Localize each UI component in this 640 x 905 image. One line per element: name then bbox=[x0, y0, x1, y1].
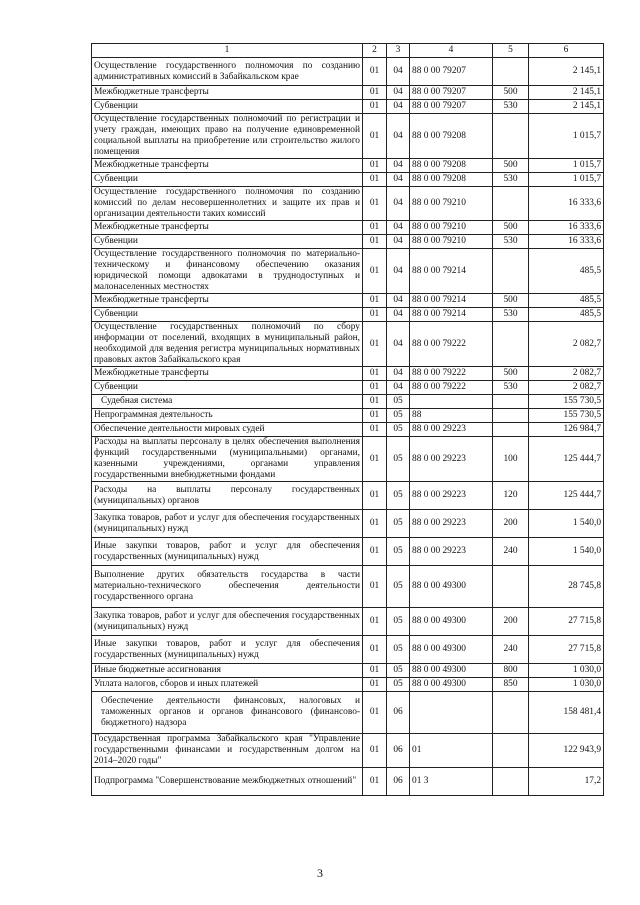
row-amount: 1 540,0 bbox=[529, 510, 604, 538]
row-target-article: 88 0 00 79222 bbox=[410, 322, 493, 367]
table-row bbox=[92, 367, 604, 381]
row-expense-type: 200 bbox=[493, 608, 529, 636]
row-amount: 2 082,7 bbox=[529, 381, 604, 395]
page-number: 3 bbox=[317, 866, 323, 880]
row-section: 01 bbox=[363, 423, 387, 437]
row-subsection: 04 bbox=[387, 381, 410, 395]
table-row bbox=[92, 294, 604, 308]
row-target-article: 88 0 00 29223 bbox=[410, 538, 493, 566]
row-subsection: 04 bbox=[387, 100, 410, 114]
row-expense-type: 120 bbox=[493, 482, 529, 510]
row-name: Межбюджетные трансферты bbox=[92, 294, 363, 308]
row-expense-type: 530 bbox=[493, 235, 529, 249]
row-target-article: 88 0 00 49300 bbox=[410, 636, 493, 664]
row-expense-type bbox=[493, 322, 529, 367]
row-subsection: 05 bbox=[387, 566, 410, 608]
row-target-article bbox=[410, 395, 493, 409]
row-subsection: 05 bbox=[387, 510, 410, 538]
col-header-target-article: 4 bbox=[410, 44, 493, 58]
row-section: 01 bbox=[363, 221, 387, 235]
row-name: Субвенции bbox=[92, 235, 363, 249]
row-amount: 17,2 bbox=[529, 768, 604, 796]
row-section: 01 bbox=[363, 308, 387, 322]
row-name: Осуществление государственного полномочия по материально-техническому и финансовому обеспечению оказания юридической помощи адвокатами в труднодоступных и малонаселенных местностях bbox=[92, 249, 363, 294]
row-subsection: 04 bbox=[387, 173, 410, 187]
row-name: Межбюджетные трансферты bbox=[92, 221, 363, 235]
row-expense-type: 500 bbox=[493, 367, 529, 381]
row-target-article: 88 0 00 29223 bbox=[410, 510, 493, 538]
table-row bbox=[92, 768, 604, 796]
row-name: Межбюджетные трансферты bbox=[92, 367, 363, 381]
row-subsection: 05 bbox=[387, 395, 410, 409]
row-target-article: 88 0 00 79208 bbox=[410, 159, 493, 173]
row-section: 01 bbox=[363, 437, 387, 482]
table-row bbox=[92, 566, 604, 608]
table-row bbox=[92, 608, 604, 636]
table-row bbox=[92, 678, 604, 692]
table-row bbox=[92, 235, 604, 249]
row-amount: 2 145,1 bbox=[529, 100, 604, 114]
row-amount: 122 943,9 bbox=[529, 734, 604, 768]
row-section: 01 bbox=[363, 608, 387, 636]
row-expense-type: 500 bbox=[493, 86, 529, 100]
row-subsection: 04 bbox=[387, 221, 410, 235]
row-target-article: 88 0 00 29223 bbox=[410, 437, 493, 482]
row-target-article: 88 bbox=[410, 409, 493, 423]
table-row bbox=[92, 409, 604, 423]
row-expense-type bbox=[493, 566, 529, 608]
row-section: 01 bbox=[363, 114, 387, 159]
row-amount: 1 015,7 bbox=[529, 173, 604, 187]
table-row bbox=[92, 636, 604, 664]
row-amount: 2 082,7 bbox=[529, 367, 604, 381]
row-section: 01 bbox=[363, 538, 387, 566]
table-row bbox=[92, 322, 604, 367]
table-row bbox=[92, 86, 604, 100]
row-section: 01 bbox=[363, 100, 387, 114]
row-target-article: 88 0 00 79210 bbox=[410, 187, 493, 221]
row-expense-type: 530 bbox=[493, 100, 529, 114]
row-section: 01 bbox=[363, 322, 387, 367]
row-expense-type bbox=[493, 423, 529, 437]
row-name: Иные бюджетные ассигнования bbox=[92, 664, 363, 678]
row-target-article: 88 0 00 49300 bbox=[410, 566, 493, 608]
row-subsection: 05 bbox=[387, 409, 410, 423]
row-subsection: 04 bbox=[387, 86, 410, 100]
table-row bbox=[92, 187, 604, 221]
row-expense-type bbox=[493, 409, 529, 423]
row-section: 01 bbox=[363, 86, 387, 100]
row-section: 01 bbox=[363, 395, 387, 409]
row-name: Закупка товаров, работ и услуг для обеспечения государственных (муниципальных) нужд bbox=[92, 608, 363, 636]
row-expense-type bbox=[493, 114, 529, 159]
row-amount: 1 015,7 bbox=[529, 114, 604, 159]
row-section: 01 bbox=[363, 692, 387, 734]
table-row bbox=[92, 692, 604, 734]
row-target-article: 88 0 00 79214 bbox=[410, 308, 493, 322]
row-section: 01 bbox=[363, 636, 387, 664]
table-row bbox=[92, 664, 604, 678]
row-expense-type: 100 bbox=[493, 437, 529, 482]
row-name: Государственная программа Забайкальского края "Управление государственными финансами и государственным долгом на 2014–2020 годы" bbox=[92, 734, 363, 768]
row-subsection: 05 bbox=[387, 608, 410, 636]
row-expense-type bbox=[493, 249, 529, 294]
table-row bbox=[92, 173, 604, 187]
row-name: Межбюджетные трансферты bbox=[92, 159, 363, 173]
row-expense-type: 800 bbox=[493, 664, 529, 678]
row-name: Осуществление государственного полномочия по созданию комиссий по делам несовершеннолетних и защите их прав и организации деятельности таких комиссий bbox=[92, 187, 363, 221]
table-row bbox=[92, 308, 604, 322]
row-name: Осуществление государственных полномочий по регистрации и учету граждан, имеющих право на получение единовременной социальной выплаты на приобретение или строительство жилого помещения bbox=[92, 114, 363, 159]
row-amount: 485,5 bbox=[529, 294, 604, 308]
row-subsection: 05 bbox=[387, 664, 410, 678]
row-name: Субвенции bbox=[92, 381, 363, 395]
row-amount: 125 444,7 bbox=[529, 437, 604, 482]
row-subsection: 05 bbox=[387, 678, 410, 692]
row-expense-type: 240 bbox=[493, 636, 529, 664]
row-target-article: 88 0 00 49300 bbox=[410, 608, 493, 636]
row-name: Подпрограмма "Совершенствование межбюджетных отношений" bbox=[92, 768, 363, 796]
row-section: 01 bbox=[363, 367, 387, 381]
row-target-article: 88 0 00 79222 bbox=[410, 367, 493, 381]
row-amount: 2 145,1 bbox=[529, 58, 604, 86]
row-section: 01 bbox=[363, 482, 387, 510]
row-target-article: 01 bbox=[410, 734, 493, 768]
row-expense-type: 530 bbox=[493, 308, 529, 322]
row-amount: 158 481,4 bbox=[529, 692, 604, 734]
row-expense-type: 500 bbox=[493, 159, 529, 173]
row-name: Расходы на выплаты персоналу государственных (муниципальных) органов bbox=[92, 482, 363, 510]
row-subsection: 06 bbox=[387, 692, 410, 734]
table-row bbox=[92, 58, 604, 86]
row-name: Непрограммная деятельность bbox=[92, 409, 363, 423]
table-row bbox=[92, 734, 604, 768]
row-name: Обеспечение деятельности финансовых, налоговых и таможенных органов и органов финансового (финансово-бюджетного) надзора bbox=[92, 692, 363, 734]
row-name: Субвенции bbox=[92, 100, 363, 114]
row-name: Осуществление государственных полномочий по сбору информации от поселений, входящих в муниципальный район, необходимой для ведения регистра муниципальных нормативных правовых актов Забайкальского края bbox=[92, 322, 363, 367]
row-name: Субвенции bbox=[92, 173, 363, 187]
col-header-section: 2 bbox=[363, 44, 387, 58]
row-subsection: 05 bbox=[387, 423, 410, 437]
row-name: Закупка товаров, работ и услуг для обеспечения государственных (муниципальных) нужд bbox=[92, 510, 363, 538]
col-header-expense-type: 5 bbox=[493, 44, 529, 58]
row-expense-type: 530 bbox=[493, 381, 529, 395]
row-section: 01 bbox=[363, 58, 387, 86]
row-subsection: 06 bbox=[387, 768, 410, 796]
row-name: Иные закупки товаров, работ и услуг для обеспечения государственных (муниципальных) нужд bbox=[92, 636, 363, 664]
table-row bbox=[92, 221, 604, 235]
table-row bbox=[92, 510, 604, 538]
row-subsection: 05 bbox=[387, 538, 410, 566]
row-amount: 126 984,7 bbox=[529, 423, 604, 437]
row-subsection: 04 bbox=[387, 114, 410, 159]
row-target-article: 01 3 bbox=[410, 768, 493, 796]
row-expense-type bbox=[493, 692, 529, 734]
col-header-name: 1 bbox=[92, 44, 363, 58]
table-row bbox=[92, 114, 604, 159]
row-name: Межбюджетные трансферты bbox=[92, 86, 363, 100]
row-section: 01 bbox=[363, 159, 387, 173]
row-name: Уплата налогов, сборов и иных платежей bbox=[92, 678, 363, 692]
row-section: 01 bbox=[363, 510, 387, 538]
row-section: 01 bbox=[363, 187, 387, 221]
row-amount: 1 030,0 bbox=[529, 664, 604, 678]
table-row bbox=[92, 482, 604, 510]
row-subsection: 04 bbox=[387, 367, 410, 381]
row-target-article: 88 0 00 79222 bbox=[410, 381, 493, 395]
table-row bbox=[92, 538, 604, 566]
table-row bbox=[92, 159, 604, 173]
table-row bbox=[92, 437, 604, 482]
col-header-amount: 6 bbox=[529, 44, 604, 58]
row-name: Обеспечение деятельности мировых судей bbox=[92, 423, 363, 437]
row-subsection: 04 bbox=[387, 294, 410, 308]
row-amount: 28 745,8 bbox=[529, 566, 604, 608]
row-section: 01 bbox=[363, 768, 387, 796]
row-expense-type: 200 bbox=[493, 510, 529, 538]
row-subsection: 05 bbox=[387, 482, 410, 510]
row-section: 01 bbox=[363, 173, 387, 187]
row-amount: 485,5 bbox=[529, 308, 604, 322]
table-row bbox=[92, 395, 604, 409]
row-section: 01 bbox=[363, 734, 387, 768]
row-target-article bbox=[410, 692, 493, 734]
row-section: 01 bbox=[363, 294, 387, 308]
row-expense-type: 530 bbox=[493, 173, 529, 187]
row-expense-type: 500 bbox=[493, 294, 529, 308]
row-section: 01 bbox=[363, 381, 387, 395]
row-subsection: 04 bbox=[387, 308, 410, 322]
row-target-article: 88 0 00 29223 bbox=[410, 482, 493, 510]
row-section: 01 bbox=[363, 566, 387, 608]
row-subsection: 05 bbox=[387, 437, 410, 482]
row-expense-type bbox=[493, 734, 529, 768]
row-expense-type: 240 bbox=[493, 538, 529, 566]
row-subsection: 06 bbox=[387, 734, 410, 768]
row-name: Расходы на выплаты персоналу в целях обеспечения выполнения функций государственными (муниципальными) органами, казенными учреждениями, органами управления государственными внебюджетными фондами bbox=[92, 437, 363, 482]
row-target-article: 88 0 00 79214 bbox=[410, 249, 493, 294]
row-expense-type: 850 bbox=[493, 678, 529, 692]
budget-table bbox=[91, 43, 604, 796]
row-name: Иные закупки товаров, работ и услуг для обеспечения государственных (муниципальных) нужд bbox=[92, 538, 363, 566]
row-target-article: 88 0 00 79210 bbox=[410, 235, 493, 249]
row-amount: 2 082,7 bbox=[529, 322, 604, 367]
row-section: 01 bbox=[363, 235, 387, 249]
row-name: Выполнение других обязательств государства в части материально-технического обеспечения деятельности государственного органа bbox=[92, 566, 363, 608]
row-name: Судебная система bbox=[92, 395, 363, 409]
row-amount: 27 715,8 bbox=[529, 608, 604, 636]
table-row bbox=[92, 381, 604, 395]
row-subsection: 04 bbox=[387, 322, 410, 367]
header-row bbox=[92, 44, 604, 58]
row-amount: 2 145,1 bbox=[529, 86, 604, 100]
row-amount: 155 730,5 bbox=[529, 409, 604, 423]
row-target-article: 88 0 00 29223 bbox=[410, 423, 493, 437]
row-target-article: 88 0 00 79208 bbox=[410, 114, 493, 159]
row-amount: 16 333,6 bbox=[529, 235, 604, 249]
col-header-subsection: 3 bbox=[387, 44, 410, 58]
row-name: Субвенции bbox=[92, 308, 363, 322]
row-target-article: 88 0 00 79207 bbox=[410, 100, 493, 114]
row-subsection: 04 bbox=[387, 187, 410, 221]
row-expense-type bbox=[493, 187, 529, 221]
row-target-article: 88 0 00 79208 bbox=[410, 173, 493, 187]
row-subsection: 04 bbox=[387, 249, 410, 294]
row-amount: 27 715,8 bbox=[529, 636, 604, 664]
row-amount: 16 333,6 bbox=[529, 187, 604, 221]
row-expense-type bbox=[493, 58, 529, 86]
table-row bbox=[92, 249, 604, 294]
row-name: Осуществление государственного полномочия по созданию административных комиссий в Забайкальском крае bbox=[92, 58, 363, 86]
table-row bbox=[92, 100, 604, 114]
row-section: 01 bbox=[363, 664, 387, 678]
row-target-article: 88 0 00 49300 bbox=[410, 678, 493, 692]
row-amount: 125 444,7 bbox=[529, 482, 604, 510]
row-expense-type bbox=[493, 395, 529, 409]
row-target-article: 88 0 00 49300 bbox=[410, 664, 493, 678]
row-section: 01 bbox=[363, 409, 387, 423]
row-expense-type bbox=[493, 768, 529, 796]
row-section: 01 bbox=[363, 249, 387, 294]
row-amount: 16 333,6 bbox=[529, 221, 604, 235]
row-target-article: 88 0 00 79214 bbox=[410, 294, 493, 308]
row-target-article: 88 0 00 79210 bbox=[410, 221, 493, 235]
row-amount: 155 730,5 bbox=[529, 395, 604, 409]
row-amount: 1 030,0 bbox=[529, 678, 604, 692]
row-amount: 1 540,0 bbox=[529, 538, 604, 566]
row-amount: 485,5 bbox=[529, 249, 604, 294]
row-target-article: 88 0 00 79207 bbox=[410, 86, 493, 100]
row-subsection: 04 bbox=[387, 235, 410, 249]
row-subsection: 04 bbox=[387, 159, 410, 173]
row-target-article: 88 0 00 79207 bbox=[410, 58, 493, 86]
row-section: 01 bbox=[363, 678, 387, 692]
table-row bbox=[92, 423, 604, 437]
row-amount: 1 015,7 bbox=[529, 159, 604, 173]
row-subsection: 04 bbox=[387, 58, 410, 86]
row-expense-type: 500 bbox=[493, 221, 529, 235]
row-subsection: 05 bbox=[387, 636, 410, 664]
